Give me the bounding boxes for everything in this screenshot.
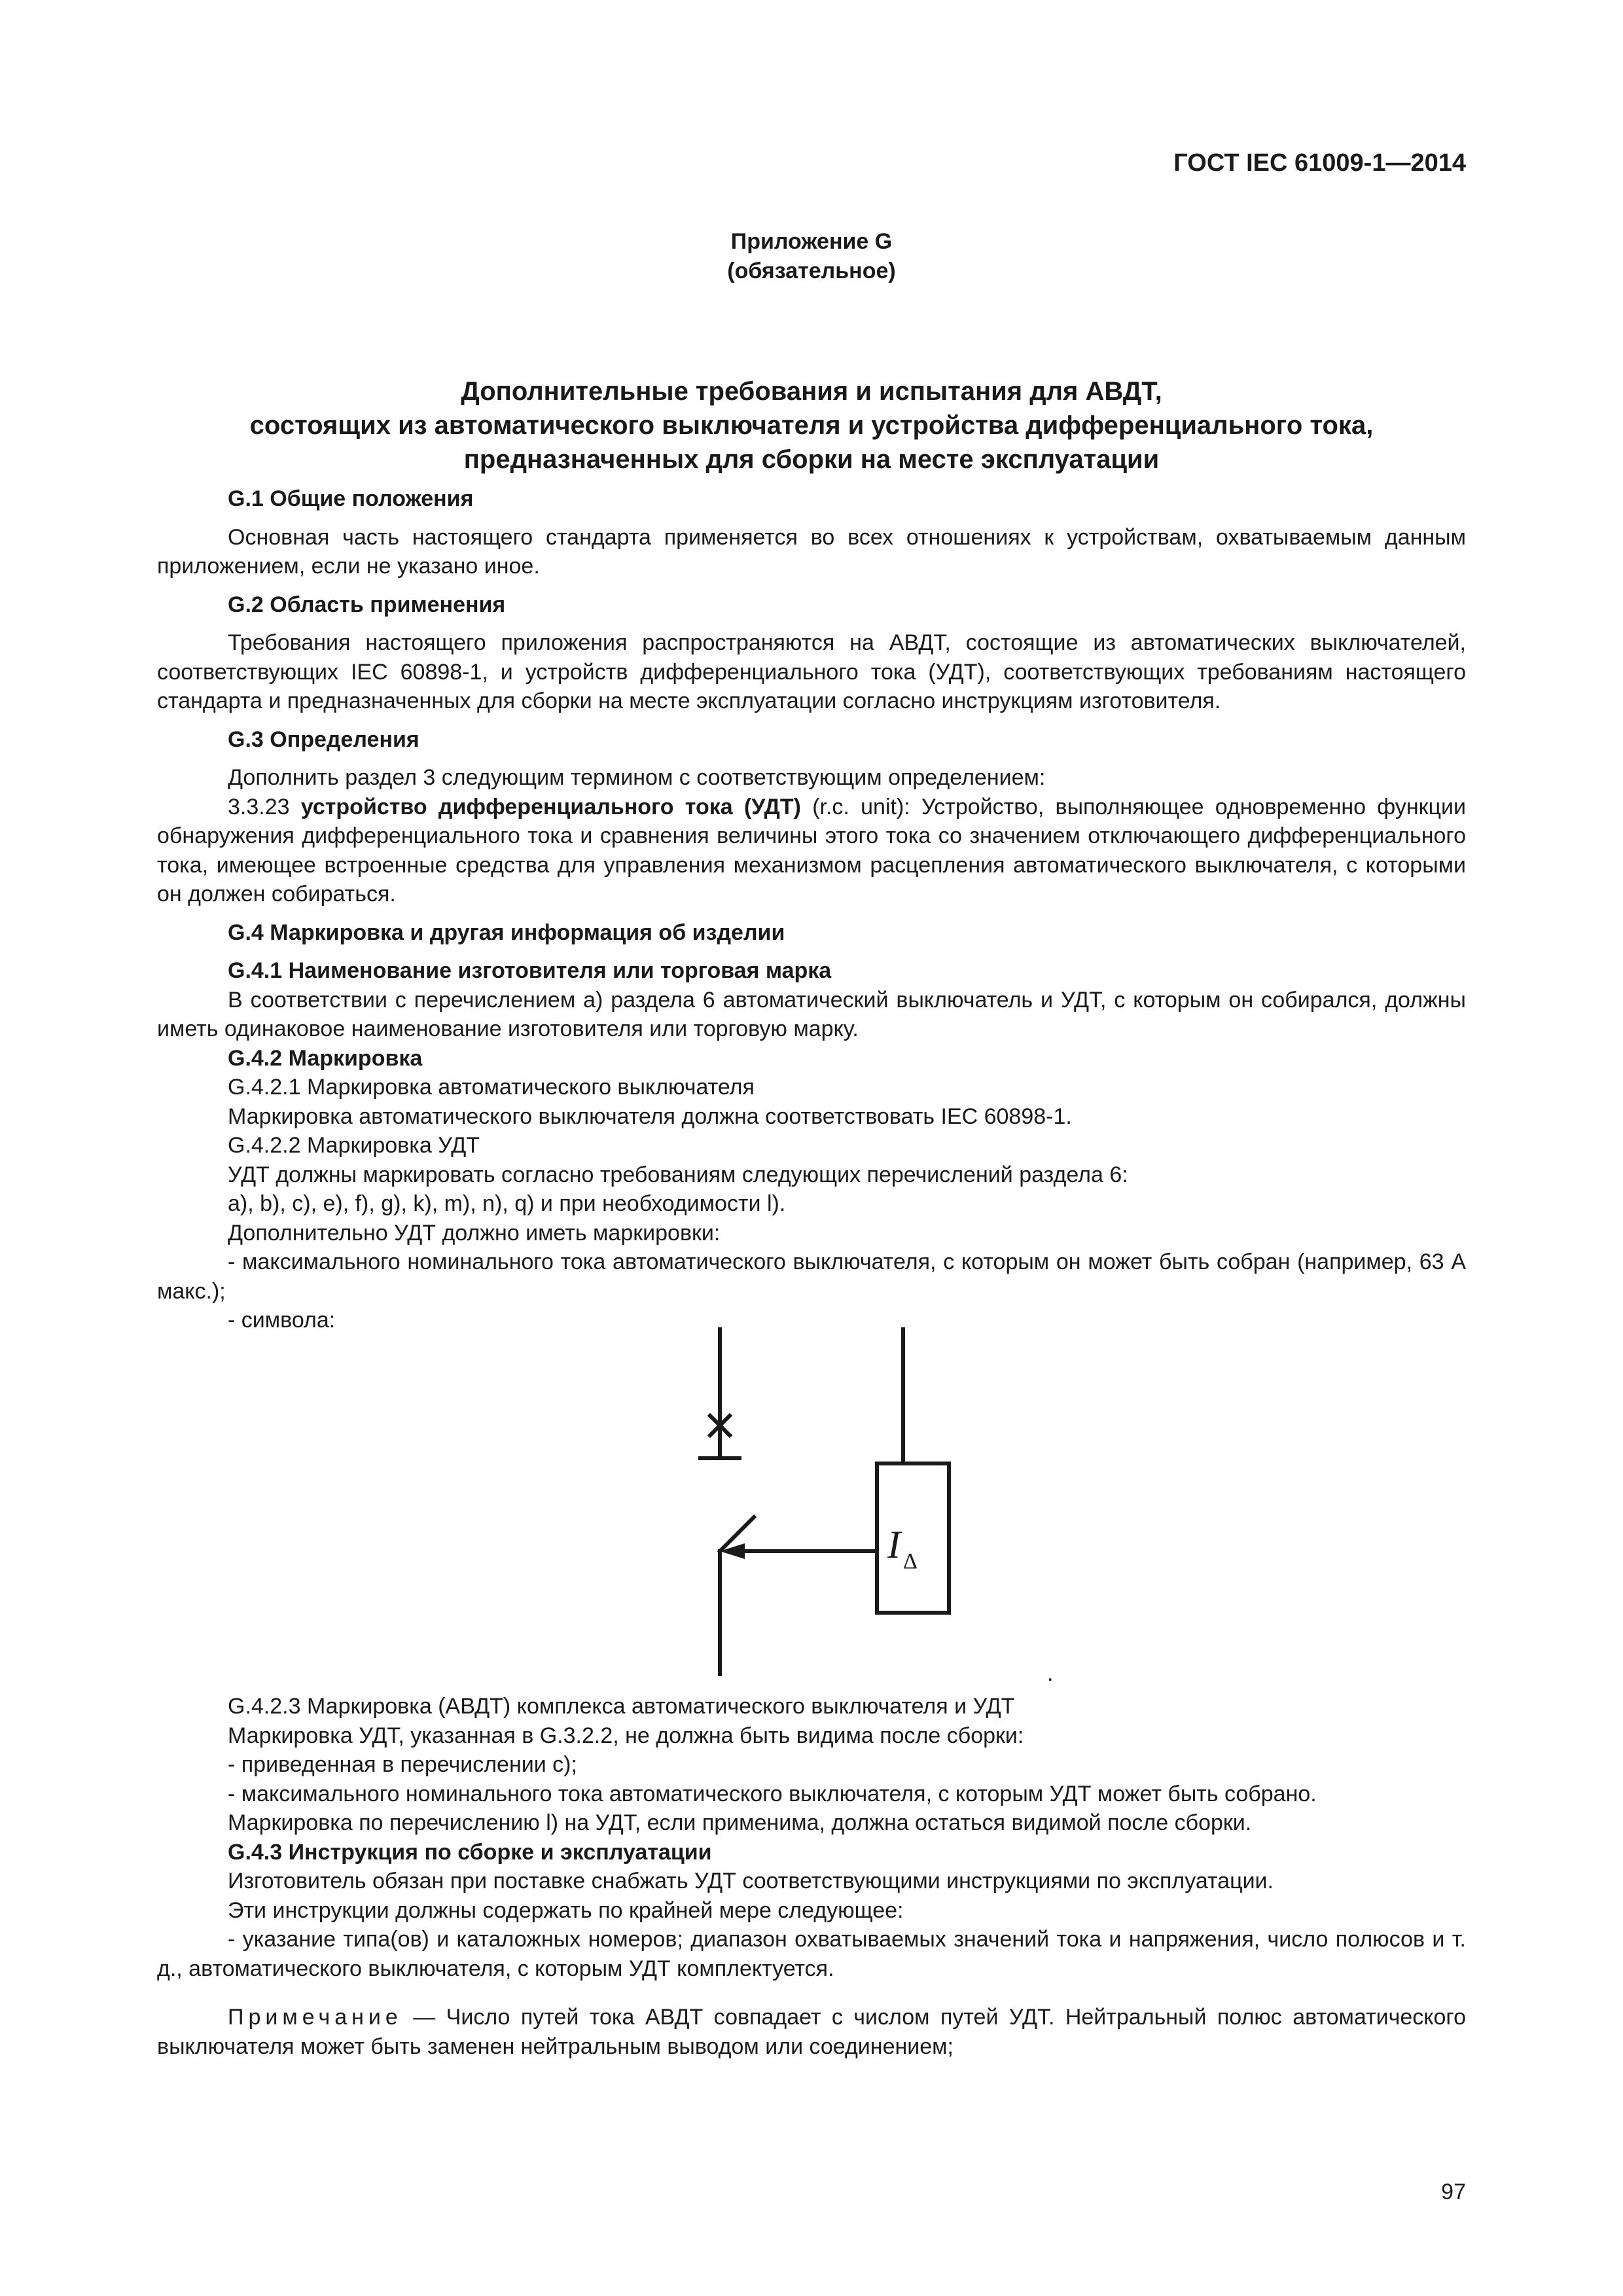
list-item: - символа: (228, 1308, 336, 1333)
symbol-dot: . (1047, 1661, 1054, 1686)
paragraph: Маркировка УДТ, указанная в G.3.2.2, не должна быть видима после сборки: (228, 1723, 1024, 1748)
subsection-heading-g42: G.4.2 Маркировка (228, 1045, 423, 1071)
list-item: - указание типа(ов) и каталожных номеров; диапазон охватываемых значений тока и напряжения, число полюсов и т. д., автоматического выключателя, с которым УДТ комплектуется. (157, 1927, 1466, 1981)
subsection-heading-g43: G.4.3 Инструкция по сборке и эксплуатации (228, 1839, 712, 1865)
paragraph: В соответствии с перечислением а) раздела 6 автоматический выключатель и УДТ, с которым он собирался, должны иметь одинаковое наименование изготовителя или торговую марку. (157, 987, 1466, 1041)
rcd-symbol-diagram (681, 1327, 1165, 1694)
document-page (157, 0, 1466, 2296)
definition-number: 3.3.23 (228, 794, 290, 819)
annex-heading-line: Дополнительные требования и испытания для АВДТ, (461, 377, 1162, 406)
paragraph: Эти инструкции должны содержать по крайней мере следующее: (228, 1897, 904, 1923)
clause-title: G.4.2.2 Маркировка УДТ (228, 1133, 480, 1158)
paragraph: Требования настоящего приложения распространяются на АВДТ, состоящие из автоматических выключателей, соответствующих IEC 60898-1, и устройств дифференциального тока (УДТ), соответствующих требованиям настоящего стандарта и предназначенных для сборки на месте эксплуатации согласно инструкциям изготовителя. (157, 630, 1466, 713)
paragraph: Изготовитель обязан при поставке снабжать УДТ соответствующими инструкциями по эксплуатации. (228, 1869, 1274, 1893)
list-item: - максимального номинального тока автоматического выключателя, с которым УДТ может быть собрано. (228, 1781, 1317, 1806)
section-heading-g3: G.3 Определения (228, 726, 419, 752)
body-text-upper (157, 484, 1466, 1335)
paragraph: Дополнить раздел 3 следующим термином с соответствующим определением: (228, 765, 1046, 790)
section-heading-g1: G.1 Общие положения (228, 486, 474, 511)
list-item: - приведенная в перечислении с); (228, 1752, 577, 1777)
paragraph: Маркировка автоматического выключателя должна соответствовать IEC 60898-1. (228, 1103, 1072, 1129)
annex-heading-line: предназначенных для сборки на месте эксплуатации (463, 445, 1160, 474)
definition-text: (r.c. unit): Устройство, выполняющее одновременно функции обнаружения дифференциального тока и сравнения величины этого тока со значением отключающего дифференциального тока, имеющее встроенные средства для управления механизмом расцепления автоматического выключателя, с которыми он должен собираться. (157, 794, 1467, 906)
definition-paragraph (157, 793, 1466, 909)
section-heading-g4: G.4 Маркировка и другая информация об изделии (228, 920, 785, 945)
definition-term: устройство дифференциального тока (УДТ) (300, 794, 801, 819)
paragraph: Дополнительно УДТ должно иметь маркировки: (228, 1220, 721, 1246)
paragraph: a), b), c), e), f), g), k), m), n), q) и при необходимости l). (228, 1191, 786, 1216)
symbol-subscript: Δ (903, 1549, 918, 1573)
annex-title: Приложение G (730, 229, 893, 254)
section-heading-g2: G.2 Область применения (228, 592, 506, 617)
note-label: Примечание (228, 2005, 402, 2030)
annex-heading (157, 374, 1466, 476)
standard-designation: ГОСТ IEC 61009-1—2014 (1173, 149, 1466, 177)
symbol-label: I (887, 1523, 901, 1566)
body-text-lower (157, 1692, 1466, 2061)
page-number: 97 (1441, 2179, 1466, 2204)
clause-title: G.4.2.1 Маркировка автоматического выключателя (228, 1075, 755, 1100)
annex-status: (обязательное) (727, 259, 896, 283)
note-text: — Число путей тока АВДТ совпадает с числом путей УДТ. Нейтральный полюс автоматического выключателя может быть заменен нейтральным выводом или соединением; (157, 2005, 1466, 2059)
annex-heading-line: состоящих из автоматического выключателя и устройства дифференциального тока, (249, 411, 1374, 440)
note (157, 2003, 1466, 2061)
subsection-heading-g41: G.4.1 Наименование изготовителя или торговая марка (228, 958, 832, 983)
list-item: - максимального номинального тока автоматического выключателя, с которым он может быть собран (например, 63 А макс.); (157, 1249, 1466, 1304)
clause-title: G.4.2.3 Маркировка (АВДТ) комплекса автоматического выключателя и УДТ (228, 1694, 1015, 1719)
paragraph: Маркировка по перечислению l) на УДТ, если применима, должна остаться видимой после сборки. (228, 1810, 1252, 1835)
paragraph: Основная часть настоящего стандарта применяется во всех отношениях к устройствам, охватываемым данным приложением, если не указано иное. (157, 524, 1466, 579)
paragraph: УДТ должны маркировать согласно требованиям следующих перечислений раздела 6: (228, 1162, 1128, 1187)
